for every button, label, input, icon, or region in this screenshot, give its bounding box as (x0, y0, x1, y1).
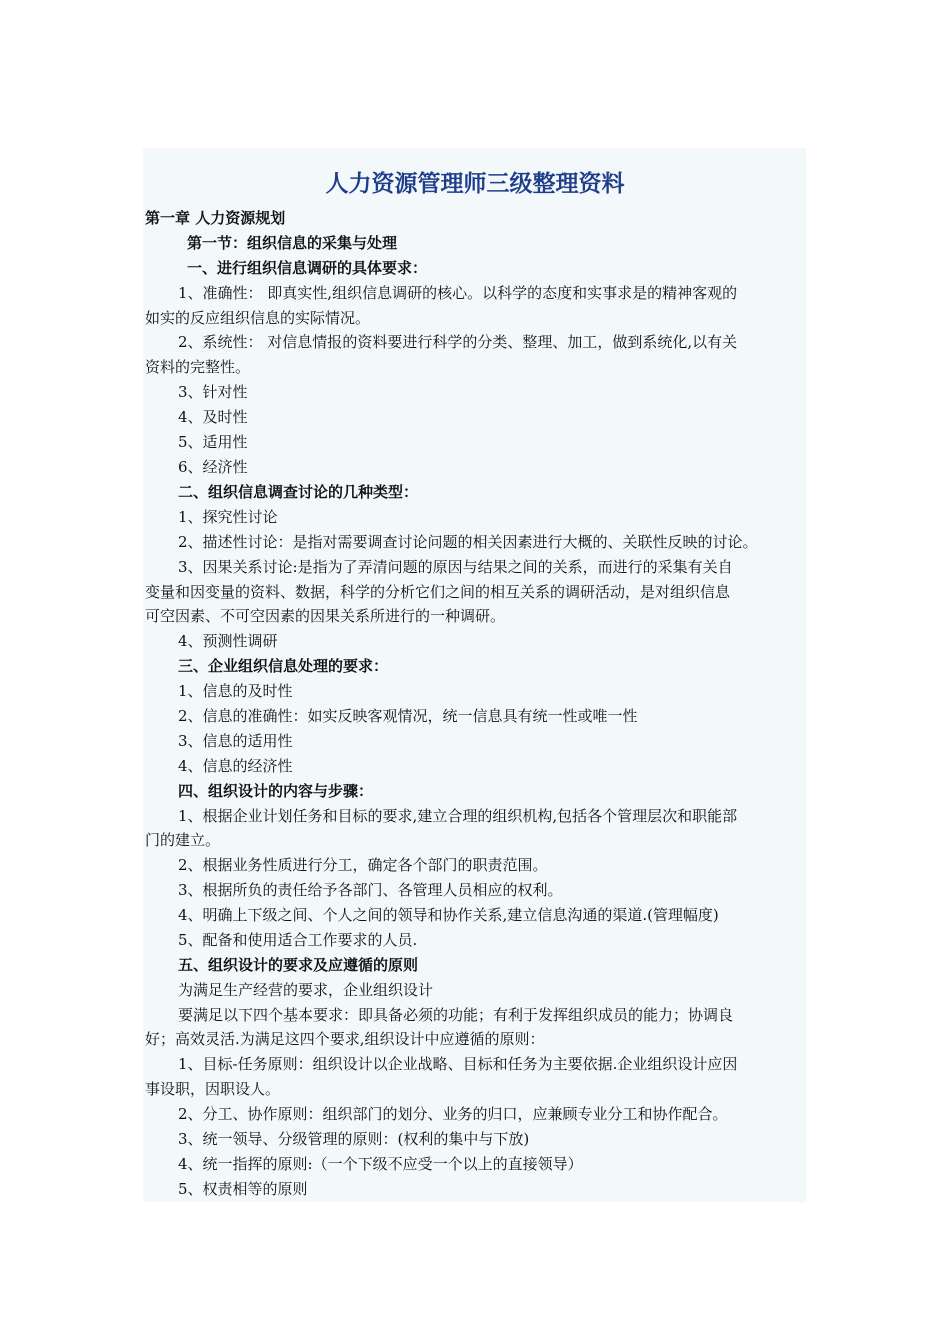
text-line: 4、明确上下级之间、个人之间的领导和协作关系,建立信息沟通的渠道.(管理幅度) (178, 906, 719, 924)
text-line: 1、准确性： 即真实性,组织信息调研的核心。以科学的态度和实事求是的精神客观的 (178, 284, 738, 302)
text-line: 2、信息的准确性：如实反映客观情况，统一信息具有统一性或唯一性 (178, 707, 638, 725)
text-line: 1、目标-任务原则：组织设计以企业战略、目标和任务为主要依据.企业组织设计应因 (178, 1055, 738, 1073)
text-line: 4、统一指挥的原则:（一个下级不应受一个以上的直接领导） (178, 1155, 583, 1173)
subsection-heading: 一、进行组织信息调研的具体要求： (187, 259, 428, 277)
text-line: 为满足生产经营的要求，企业组织设计 (178, 981, 434, 999)
text-line: 资料的完整性。 (145, 358, 251, 376)
text-line: 门的建立。 (145, 831, 221, 849)
text-line: 要满足以下四个基本要求：即具备必须的功能；有利于发挥组织成员的能力；协调良 (178, 1006, 734, 1024)
text-line: 6、经济性 (178, 458, 248, 476)
subsection-heading: 四、组织设计的内容与步骤： (178, 782, 374, 800)
text-line: 4、及时性 (178, 408, 248, 426)
text-line: 3、因果关系讨论:是指为了弄清问题的原因与结果之间的关系，而进行的采集有关自 (178, 558, 733, 576)
text-line: 5、权责相等的原则 (178, 1180, 308, 1198)
subsection-heading: 二、组织信息调查讨论的几种类型： (178, 483, 419, 501)
text-line: 5、配备和使用适合工作要求的人员. (178, 931, 418, 949)
text-line: 5、适用性 (178, 433, 248, 451)
text-line: 1、信息的及时性 (178, 682, 293, 700)
subsection-heading: 三、企业组织信息处理的要求： (178, 657, 389, 675)
text-line: 1、根据企业计划任务和目标的要求,建立合理的组织机构,包括各个管理层次和职能部 (178, 807, 738, 825)
text-line: 3、统一领导、分级管理的原则：(权利的集中与下放) (178, 1130, 530, 1148)
text-line: 事设职，因职设人。 (145, 1080, 281, 1098)
text-line: 2、描述性讨论：是指对需要调查讨论问题的相关因素进行大概的、关联性反映的讨论。 (178, 533, 758, 551)
text-line: 3、信息的适用性 (178, 732, 293, 750)
text-line: 2、分工、协作原则：组织部门的划分、业务的归口，应兼顾专业分工和协作配合。 (178, 1105, 728, 1123)
text-line: 2、根据业务性质进行分工，确定各个部门的职责范围。 (178, 856, 548, 874)
text-line: 可空因素、不可空因素的因果关系所进行的一种调研。 (145, 607, 506, 625)
text-line: 1、探究性讨论 (178, 508, 278, 526)
text-line: 3、针对性 (178, 383, 248, 401)
subsection-heading: 五、组织设计的要求及应遵循的原则 (178, 956, 419, 974)
text-line: 3、根据所负的责任给予各部门、各管理人员相应的权利。 (178, 881, 563, 899)
text-line: 变量和因变量的资料、数据，科学的分析它们之间的相互关系的调研活动，是对组织信息 (145, 583, 731, 601)
chapter-heading: 第一章 人力资源规划 (145, 209, 286, 227)
text-line: 如实的反应组织信息的实际情况。 (145, 309, 371, 327)
text-line: 好；高效灵活.为满足这四个要求,组织设计中应遵循的原则： (145, 1030, 545, 1048)
text-line: 2、系统性： 对信息情报的资料要进行科学的分类、整理、加工，做到系统化,以有关 (178, 333, 738, 351)
text-line: 4、预测性调研 (178, 632, 278, 650)
section-heading: 第一节：组织信息的采集与处理 (187, 234, 398, 252)
text-line: 4、信息的经济性 (178, 757, 293, 775)
document-title: 人力资源管理师三级整理资料 (325, 171, 625, 197)
